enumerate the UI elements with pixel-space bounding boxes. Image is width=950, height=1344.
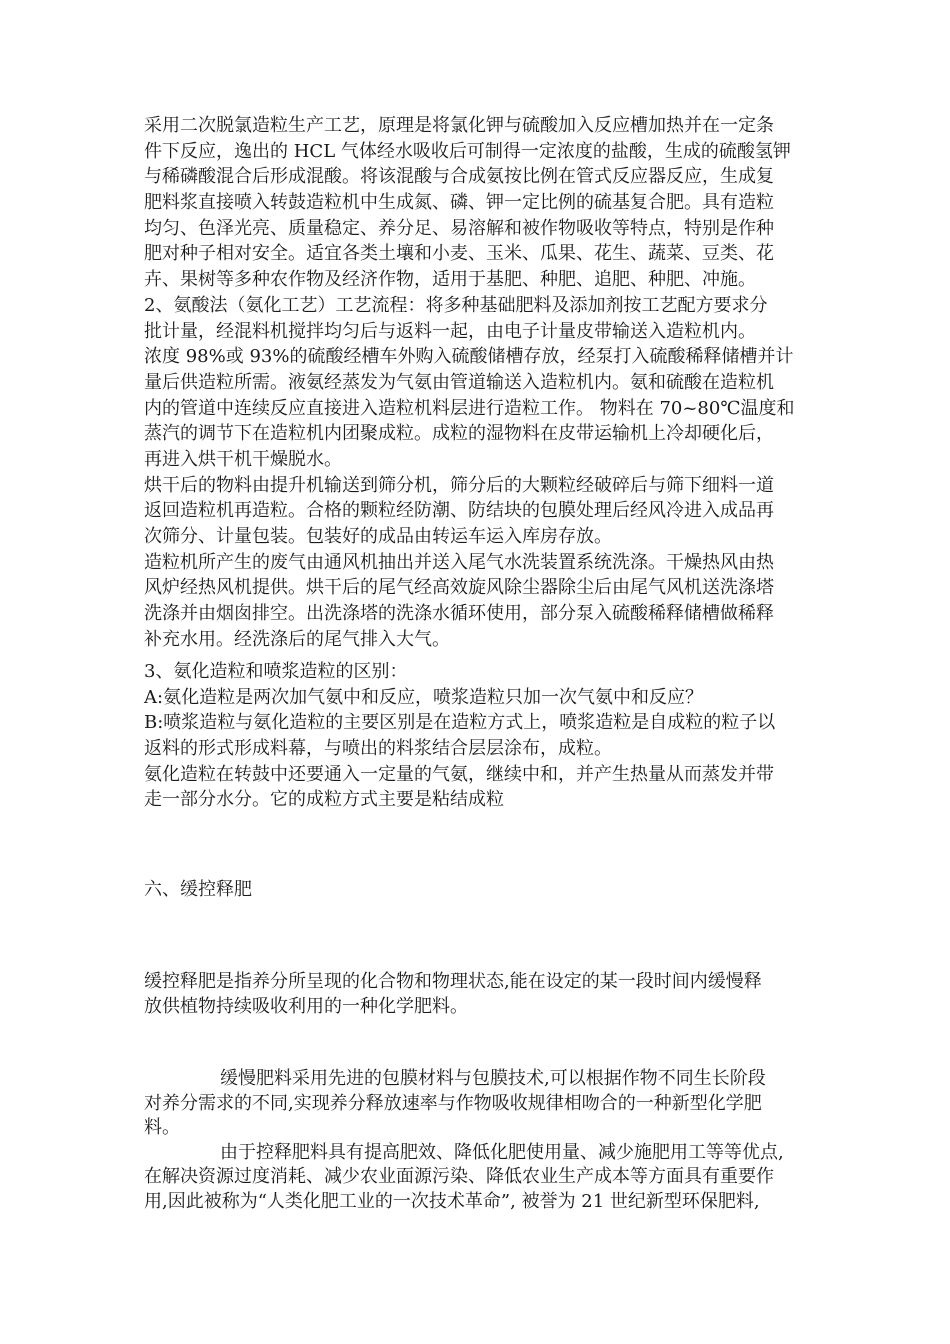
paragraph-description [144, 1067, 812, 1214]
text-line: 次筛分、计量包装。包装好的成品由转运车运入库房存放。 [144, 526, 612, 547]
text-line: 放供植物持续吸收利用的一种化学肥料。 [144, 995, 468, 1017]
text-line: 用,因此被称为“人类化肥工业的一次技术革命”, 被誉为 21 世纪新型环保肥料, [144, 1190, 760, 1212]
paragraph-definition [144, 970, 812, 1019]
section-heading: 六、缓控释肥 [144, 879, 252, 900]
text-line: 量后供造粒所需。液氨经蒸发为气氨由管道输送入造粒机内。氨和硫酸在造粒机 [144, 371, 774, 393]
text-line: 卉、果树等多种农作物及经济作物，适用于基肥、种肥、追肥、种肥、冲施。 [144, 269, 756, 291]
text-line: 肥对种子相对安全。适宜各类土壤和小麦、玉米、瓜果、花生、蔬菜、豆类、花 [144, 243, 774, 265]
text-line: 返回造粒机再造粒。合格的颗粒经防潮、防结块的包膜处理后经风冷进入成品再 [144, 500, 774, 522]
text-line: 批计量，经混料机搅拌均匀后与返料一起，由电子计量皮带输送入造粒机内。 [144, 320, 756, 342]
text-line: 对养分需求的不同,实现养分释放速率与作物吸收规律相吻合的一种新型化学肥 [144, 1092, 762, 1114]
text-line: B:喷浆造粒与氨化造粒的主要区别是在造粒方式上，喷浆造粒是自成粒的粒子以 [144, 712, 776, 734]
text-line: 氨化造粒在转鼓中还要通入一定量的气氨，继续中和，并产生热量从而蒸发并带 [144, 763, 774, 785]
text-line: 洗涤并由烟囱排空。出洗涤塔的洗涤水循环使用，部分泵入硫酸稀释储槽做稀释 [144, 603, 774, 625]
paragraph-block-comparison [144, 659, 812, 813]
text-line: 缓控释肥是指养分所呈现的化合物和物理状态,能在设定的某一段时间内缓慢释 [144, 971, 762, 992]
text-line: 再进入烘干机干燥脱水。 [144, 448, 342, 470]
text-line: 料。 [144, 1117, 180, 1138]
text-line: 走一部分水分。它的成粒方式主要是粘结成粒 [144, 789, 504, 811]
text-line: 返料的形式形成料幕，与喷出的料浆结合层层涂布，成粒。 [144, 738, 612, 760]
text-line: 均匀、色泽光亮、质量稳定、养分足、易溶解和被作物吸收等特点，特别是作种 [144, 217, 774, 239]
text-line: 浓度 98%或 93%的硫酸经槽车外购入硫酸储槽存放，经泵打入硫酸稀释储槽并计 [144, 346, 794, 368]
text-line: 与稀磷酸混合后形成混酸。将该混酸与合成氨按比例在管式反应器反应，生成复 [144, 166, 774, 188]
text-line: 风炉经热风机提供。烘干后的尾气经高效旋风除尘器除尘后由尾气风机送洗涤塔 [144, 577, 774, 599]
text-line: 肥料浆直接喷入转鼓造粒机中生成氮、磷、钾一定比例的硫基复合肥。具有造粒 [144, 192, 774, 214]
text-line: 补充水用。经洗涤后的尾气排入大气。 [144, 628, 450, 650]
text-line: 由于控释肥料具有提高肥效、降低化肥使用量、减少施肥用工等等优点, [220, 1141, 784, 1163]
text-line: 缓慢肥料采用先进的包膜材料与包膜技术,可以根据作物不同生长阶段 [220, 1068, 766, 1089]
text-line: 造粒机所产生的废气由通风机抽出并送入尾气水洗装置系统洗涤。干燥热风由热 [144, 551, 774, 573]
text-line: 烘干后的物料由提升机输送到筛分机，筛分后的大颗粒经破碎后与筛下细料一道 [144, 474, 774, 496]
text-line: A:氨化造粒是两次加气氨中和反应，喷浆造粒只加一次气氨中和反应？ [144, 686, 704, 708]
paragraph-block-process [144, 113, 812, 652]
text-line: 采用二次脱氯造粒生产工艺，原理是将氯化钾与硫酸加入反应槽加热并在一定条 [144, 115, 774, 136]
text-line: 内的管道中连续反应直接进入造粒机料层进行造粒工作。 物料在 70~80℃温度和 [144, 397, 795, 419]
text-line: 件下反应，逸出的 HCL 气体经水吸收后可制得一定浓度的盐酸，生成的硫酸氢钾 [144, 140, 791, 162]
text-line: 3、氨化造粒和喷浆造粒的区别： [144, 661, 408, 682]
text-line: 在解决资源过度消耗、减少农业面源污染、降低农业生产成本等方面具有重要作 [144, 1166, 774, 1187]
text-line: 2、氨酸法（氨化工艺）工艺流程：将多种基础肥料及添加剂按工艺配方要求分 [144, 294, 768, 316]
text-line: 蒸汽的调节下在造粒机内团聚成粒。成粒的湿物料在皮带运输机上冷却硬化后， [144, 423, 774, 445]
